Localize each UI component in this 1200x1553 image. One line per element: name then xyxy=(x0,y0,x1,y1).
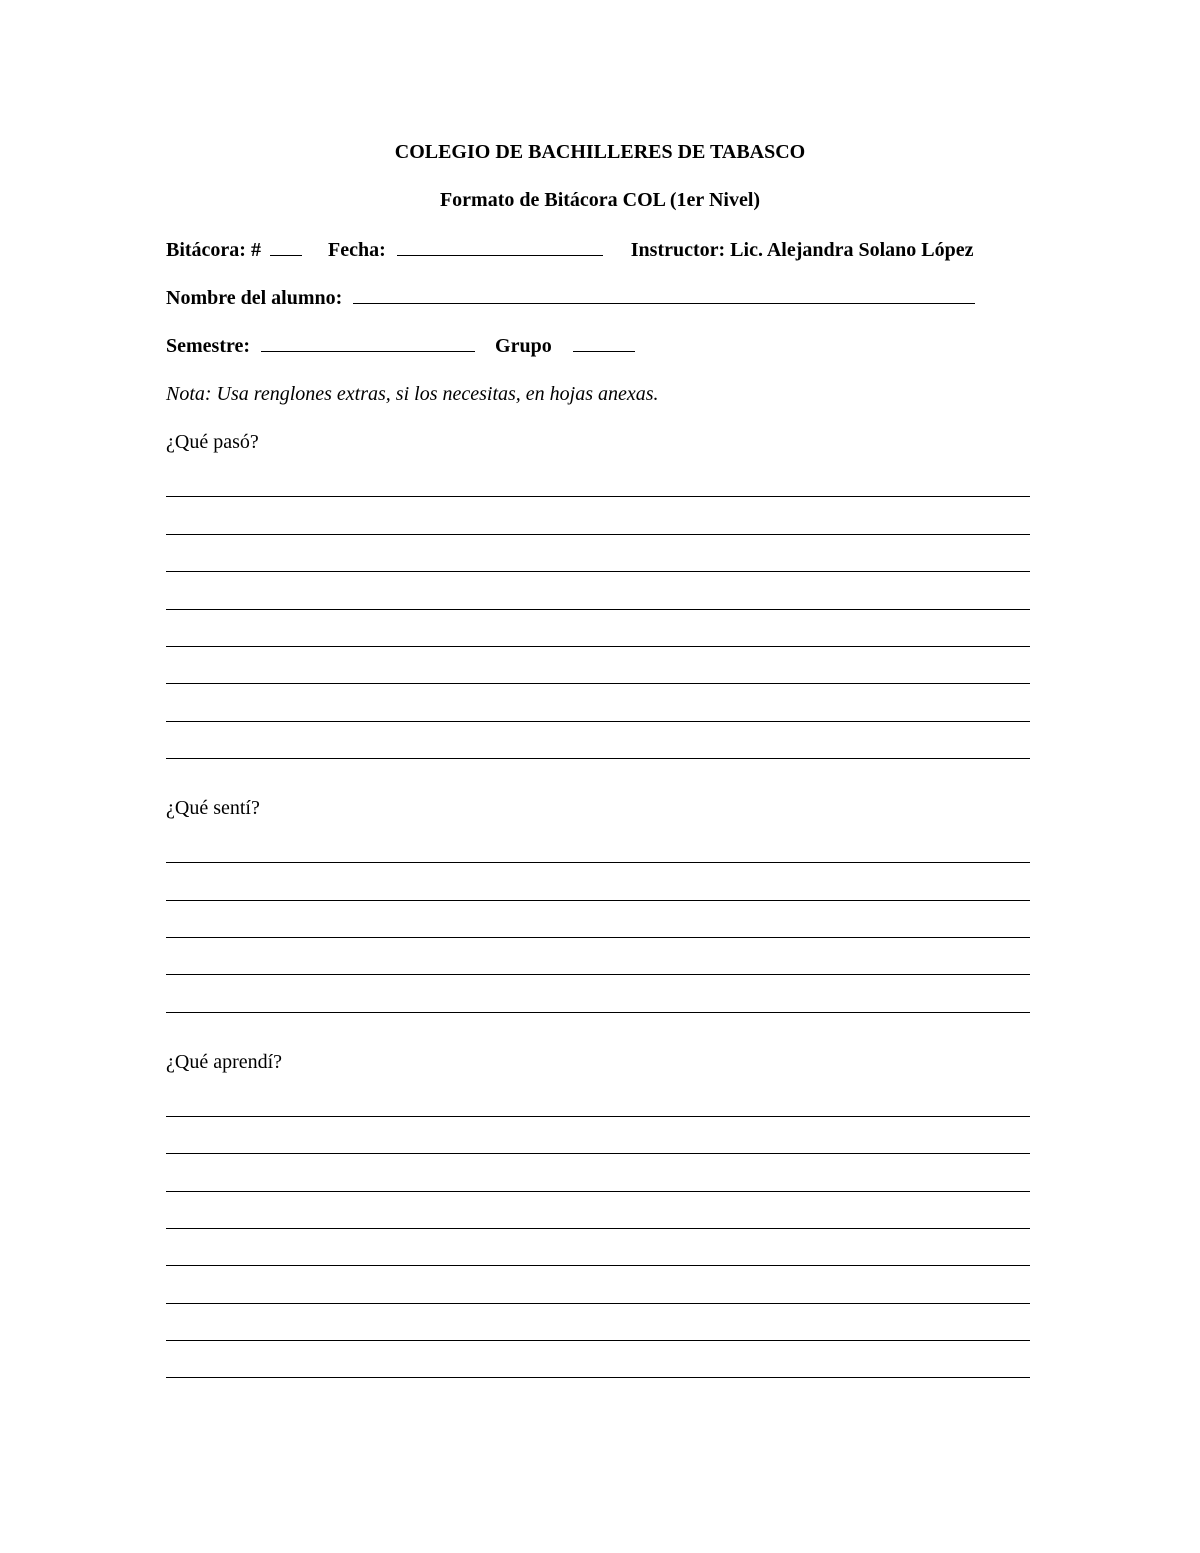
writing-line[interactable] xyxy=(166,1377,1030,1378)
writing-line[interactable] xyxy=(166,609,1030,610)
form-title: Formato de Bitácora COL (1er Nivel) xyxy=(439,189,761,211)
section-que-aprendi-label: ¿Qué aprendí? xyxy=(166,1051,283,1073)
semestre-field[interactable] xyxy=(261,333,475,352)
writing-line[interactable] xyxy=(166,862,1030,863)
writing-line[interactable] xyxy=(166,900,1030,901)
nombre-field[interactable] xyxy=(353,285,975,304)
bitacora-number-field[interactable] xyxy=(270,237,302,256)
writing-line[interactable] xyxy=(166,1228,1030,1229)
semestre-label: Semestre: xyxy=(166,335,251,357)
nombre-label: Nombre del alumno: xyxy=(166,287,343,309)
writing-line[interactable] xyxy=(166,1116,1030,1117)
writing-line[interactable] xyxy=(166,937,1030,938)
writing-line[interactable] xyxy=(166,1340,1030,1341)
note-text: Nota: Usa renglones extras, si los necesitas, en hojas anexas. xyxy=(166,383,659,405)
writing-line[interactable] xyxy=(166,1153,1030,1154)
writing-line[interactable] xyxy=(166,571,1030,572)
writing-line[interactable] xyxy=(166,1012,1030,1013)
writing-line[interactable] xyxy=(166,721,1030,722)
bitacora-label: Bitácora: # xyxy=(166,239,261,261)
writing-line[interactable] xyxy=(166,758,1030,759)
grupo-field[interactable] xyxy=(573,333,635,352)
writing-line[interactable] xyxy=(166,496,1030,497)
writing-line[interactable] xyxy=(166,1191,1030,1192)
fecha-field[interactable] xyxy=(397,237,603,256)
writing-line[interactable] xyxy=(166,974,1030,975)
writing-line[interactable] xyxy=(166,646,1030,647)
writing-line[interactable] xyxy=(166,534,1030,535)
bitacora-row xyxy=(166,237,974,262)
nombre-row xyxy=(166,285,975,310)
writing-line[interactable] xyxy=(166,1265,1030,1266)
section-que-paso-label: ¿Qué pasó? xyxy=(166,431,259,453)
institution-title: COLEGIO DE BACHILLERES DE TABASCO xyxy=(394,141,806,163)
writing-line[interactable] xyxy=(166,683,1030,684)
instructor-label: Instructor: Lic. Alejandra Solano López xyxy=(630,239,974,261)
semestre-row xyxy=(166,333,635,358)
section-que-senti-label: ¿Qué sentí? xyxy=(166,797,260,819)
grupo-label: Grupo xyxy=(495,335,552,357)
fecha-label: Fecha: xyxy=(327,239,386,261)
writing-line[interactable] xyxy=(166,1303,1030,1304)
